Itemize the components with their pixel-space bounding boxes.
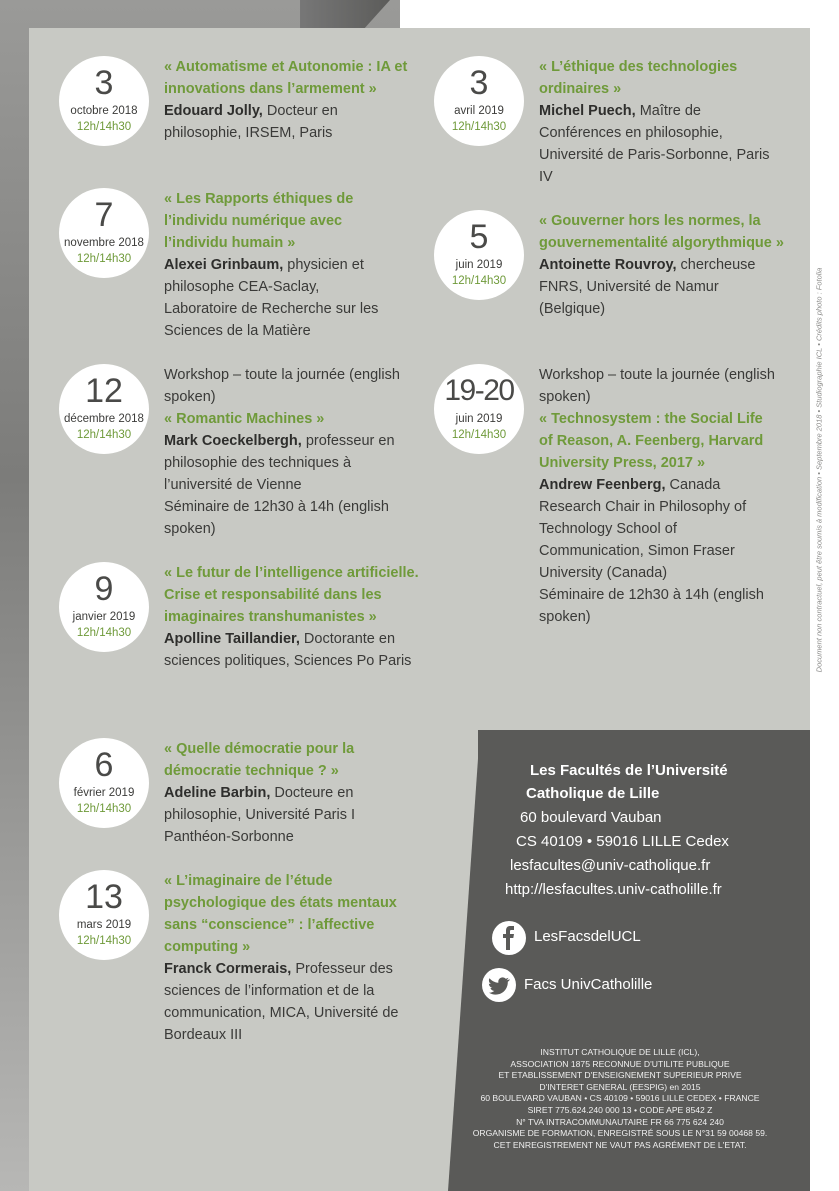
event-speaker: Adeline Barbin, <box>164 785 271 801</box>
event-description: physicien et philosophe CEA-Saclay, Laboratoire de Recherche sur les Sciences de la Matière <box>164 257 379 339</box>
event-description: Docteur en philosophie, IRSEM, Paris <box>164 103 338 141</box>
date-day: 9 <box>94 570 114 608</box>
date-day: 3 <box>469 64 489 102</box>
date-month: mars 2019 <box>76 919 132 931</box>
date-circle <box>59 870 149 960</box>
legal-line: INSTITUT CATHOLIQUE DE LILLE (ICL), <box>540 1047 700 1057</box>
legal-line: N° TVA INTRACOMMUNAUTAIRE FR 66 775 624 240 <box>516 1116 724 1127</box>
website-link[interactable]: http://lesfacultes.univ-catholille.fr <box>505 881 722 898</box>
facebook-icon[interactable] <box>492 921 526 955</box>
twitter-icon[interactable] <box>482 968 516 1002</box>
date-month: décembre 2018 <box>64 413 144 425</box>
event-description: Doctorante en sciences politiques, Sciences Po Paris <box>164 631 412 669</box>
date-circle <box>434 364 524 454</box>
event-speaker: Apolline Taillandier, <box>164 631 300 647</box>
legal-notice <box>430 1047 810 1151</box>
event-description: professeur en philosophie des techniques à l’université de Vienne <box>164 433 395 493</box>
twitter-handle[interactable]: Facs UnivCatholille <box>524 976 653 993</box>
event-text <box>164 364 400 540</box>
event-text <box>164 56 414 144</box>
event-note: Workshop – toute la journée (english spoken) <box>539 367 775 405</box>
event-text <box>539 210 784 320</box>
event-speaker: Andrew Feenberg, <box>539 477 666 493</box>
event-title: « Gouverner hors les normes, la gouvernementalité algorythmique » <box>539 213 784 251</box>
event-seminar: Séminaire de 12h30 à 14h (english spoken) <box>539 587 764 625</box>
legal-line: CET ENREGISTREMENT NE VAUT PAS AGRÉMENT DE L'ETAT. <box>493 1139 747 1150</box>
date-month: novembre 2018 <box>64 237 144 249</box>
date-circle <box>434 56 524 146</box>
date-circle <box>59 364 149 454</box>
event-speaker: Alexei Grinbaum, <box>164 257 284 273</box>
event-title: « Technosystem : the Social Life of Reason, A. Feenberg, Harvard University Press, 2017 » <box>539 411 764 471</box>
event-title: « Les Rapports éthiques de l’individu numérique avec l’individu humain » <box>164 191 354 251</box>
institution-name-2: Catholique de Lille <box>526 785 660 802</box>
legal-line: SIRET 775.624.240 000 13 • CODE APE 8542 Z <box>527 1104 713 1115</box>
event-text <box>539 56 774 188</box>
event-text <box>164 870 409 1046</box>
date-circle <box>59 188 149 278</box>
date-month: janvier 2019 <box>72 611 136 623</box>
event-title: « L’imaginaire de l’étude psychologique des états mentaux sans “conscience” : l’affective computing » <box>164 873 397 955</box>
email-link[interactable]: lesfacultes@univ-catholique.fr <box>510 857 711 874</box>
date-day: 6 <box>94 746 114 784</box>
event-title: « Romantic Machines » <box>164 411 325 427</box>
date-time: 12h/14h30 <box>451 429 507 441</box>
date-day: 13 <box>85 878 123 916</box>
legal-line: ASSOCIATION 1875 RECONNUE D'UTILITE PUBLIQUE <box>510 1058 730 1069</box>
date-circle <box>59 738 149 828</box>
event-description: Docteure en philosophie, Université Paris I Panthéon-Sorbonne <box>164 785 356 845</box>
event-speaker: Michel Puech, <box>539 103 636 119</box>
event-text <box>539 364 779 628</box>
date-month: juin 2019 <box>455 413 503 425</box>
event-speaker: Mark Coeckelbergh, <box>164 433 302 449</box>
date-time: 12h/14h30 <box>76 121 132 133</box>
date-day: 5 <box>469 218 489 256</box>
date-time: 12h/14h30 <box>451 121 507 133</box>
date-circle <box>59 562 149 652</box>
event-speaker: Edouard Jolly, <box>164 103 263 119</box>
event-title: « Le futur de l’intelligence artificielle. Crise et responsabilité dans les imaginaires transhumanistes » <box>164 565 419 625</box>
event-speaker: Antoinette Rouvroy, <box>539 257 677 273</box>
event-title: « Quelle démocratie pour la démocratie technique ? » <box>164 741 355 779</box>
date-day: 7 <box>94 196 114 234</box>
side-credit <box>813 220 825 720</box>
date-day: 19-20 <box>444 374 514 407</box>
event-note: Workshop – toute la journée (english spoken) <box>164 367 400 405</box>
facebook-handle[interactable]: LesFacsdelUCL <box>534 928 641 945</box>
event-text <box>164 738 404 848</box>
date-time: 12h/14h30 <box>76 935 132 947</box>
event-description: Maître de Conférences en philosophie, Université de Paris-Sorbonne, Paris IV <box>539 103 770 185</box>
event-title: « Automatisme et Autonomie : IA et innovations dans l’armement » <box>164 59 408 97</box>
legal-line: ET ETABLISSEMENT D'ENSEIGNEMENT SUPERIEUR PRIVE <box>498 1070 742 1081</box>
legal-line: 60 BOULEVARD VAUBAN • CS 40109 • 59016 LILLE CEDEX • FRANCE <box>480 1093 760 1104</box>
date-day: 12 <box>85 372 123 410</box>
event-title: « L’éthique des technologies ordinaires » <box>539 59 738 97</box>
address: 60 boulevard Vauban <box>520 809 662 826</box>
date-time: 12h/14h30 <box>76 803 132 815</box>
legal-line: ORGANISME DE FORMATION, ENREGISTRÉ SOUS LE N°31 59 00468 59. <box>472 1128 768 1139</box>
date-month: octobre 2018 <box>70 105 138 117</box>
date-time: 12h/14h30 <box>76 429 132 441</box>
event-text <box>164 188 394 342</box>
event-description: Canada Research Chair in Philosophy of Technology School of Communication, Simon Fraser University (Canada) <box>539 477 747 581</box>
postal-address: CS 40109 • 59016 LILLE Cedex <box>516 833 729 850</box>
date-month: juin 2019 <box>455 259 503 271</box>
date-month: avril 2019 <box>454 105 504 117</box>
event-seminar: Séminaire de 12h30 à 14h (english spoken) <box>164 499 389 537</box>
side-credit-text: Document non contractuel, peut être soumis à modification • Septembre 2018 • Studiographie ICL • Crédits photo : Fotolia <box>814 267 824 673</box>
date-time: 12h/14h30 <box>76 627 132 639</box>
date-day: 3 <box>94 64 114 102</box>
date-circle <box>59 56 149 146</box>
institution-name: Les Facultés de l’Université <box>530 762 728 779</box>
date-time: 12h/14h30 <box>451 275 507 287</box>
legal-line: D'INTERET GENERAL (EESPIG) en 2015 <box>539 1081 701 1092</box>
event-text <box>164 562 419 672</box>
date-circle <box>434 210 524 300</box>
event-description: Professeur des sciences de l’information et de la communication, MICA, Université de Bordeaux III <box>164 961 399 1043</box>
event-speaker: Franck Cormerais, <box>164 961 292 977</box>
event-description: chercheuse FNRS, Université de Namur (Belgique) <box>539 257 756 317</box>
date-time: 12h/14h30 <box>76 253 132 265</box>
date-month: février 2019 <box>73 787 135 799</box>
